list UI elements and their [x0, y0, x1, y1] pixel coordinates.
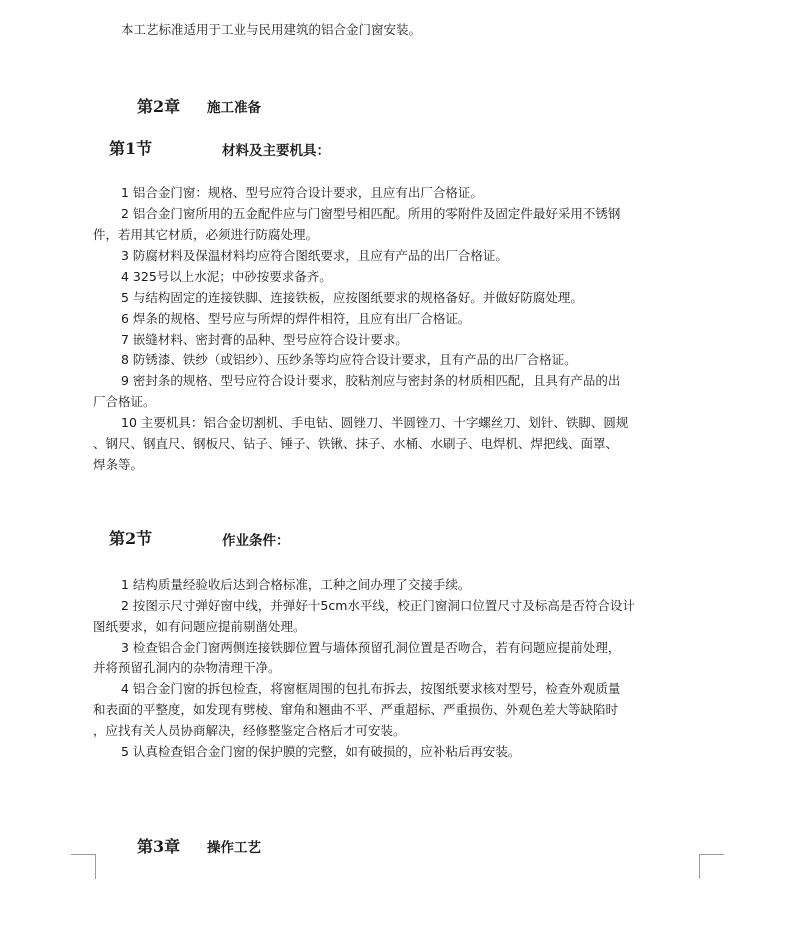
section-2-line: 图纸要求，如有问题应提前剔凿处理。	[93, 619, 306, 634]
section-1-number: 第1节	[109, 139, 153, 158]
section-2-line: 1 结构质量经验收后达到合格标准，工种之间办理了交接手续。	[121, 577, 471, 592]
margin-corner-mark-right	[699, 854, 724, 879]
chapter-2-title: 施工准备	[207, 100, 261, 116]
margin-corner-mark-left	[71, 854, 96, 879]
chapter-3-number: 第3章	[137, 837, 181, 856]
section-2-title: 作业条件：	[222, 533, 290, 549]
section-1-line: 10 主要机具：铝合金切割机、手电钻、圆锉刀、半圆锉刀、十字螺丝刀、划针、铁脚、圆规	[121, 415, 629, 430]
section-1-line: 、钢尺、钢直尺、钢板尺、钻子、锤子、铁锹、抹子、水桶、水刷子、电焊机、焊把线、面罩、	[93, 436, 619, 451]
chapter-2-number: 第2章	[137, 97, 181, 116]
section-2-line: 并将预留孔洞内的杂物清理干净。	[93, 660, 281, 675]
section-2-line: 5 认真检查铝合金门窗的保护膜的完整，如有破损的，应补粘后再安装。	[121, 744, 521, 759]
section-1-line: 1 铝合金门窗：规格、型号应符合设计要求，且应有出厂合格证。	[121, 185, 483, 200]
section-1-line: 焊条等。	[93, 457, 144, 472]
section-2-line: 2 按图示尺寸弹好窗中线，并弹好十5cm水平线，校正门窗洞口位置尺寸及标高是否符合设计	[121, 598, 635, 613]
section-2-number: 第2节	[109, 529, 153, 548]
section-1-line: 8 防锈漆、铁纱（或铝纱）、压纱条等均应符合设计要求，且有产品的出厂合格证。	[121, 352, 577, 367]
section-1-line: 7 嵌缝材料、密封膏的品种、型号应符合设计要求。	[121, 332, 408, 347]
section-2-line: ，应找有关人员协商解决，经修整鉴定合格后才可安装。	[93, 723, 406, 738]
section-1-line: 厂合格证。	[93, 394, 156, 409]
section-1-line: 4 325号以上水泥；中砂按要求备齐。	[121, 269, 332, 284]
section-1-line: 2 铝合金门窗所用的五金配件应与门窗型号相匹配。所用的零附件及固定件最好采用不锈钢	[121, 206, 621, 221]
section-2-line: 4 铝合金门窗的拆包检查，将窗框周围的包扎布拆去，按图纸要求核对型号，检查外观质量	[121, 681, 621, 696]
section-1-title: 材料及主要机具：	[222, 143, 330, 159]
section-1-line: 3 防腐材料及保温材料均应符合图纸要求，且应有产品的出厂合格证。	[121, 248, 508, 263]
section-1-line: 件，若用其它材质，必须进行防腐处理。	[93, 227, 319, 242]
chapter-3-title: 操作工艺	[207, 840, 261, 856]
section-1-line: 5 与结构固定的连接铁脚、连接铁板，应按图纸要求的规格备好。并做好防腐处理。	[121, 290, 583, 305]
section-2-line: 3 检查铝合金门窗两侧连接铁脚位置与墙体预留孔洞位置是否吻合，若有问题应提前处理，	[121, 640, 621, 655]
section-2-line: 和表面的平整度，如发现有劈棱、窜角和翘曲不平、严重超标、严重损伤、外观色差大等缺陷时	[93, 702, 619, 717]
intro-text: 本工艺标准适用于工业与民用建筑的铝合金门窗安装。	[121, 22, 422, 37]
section-1-line: 6 焊条的规格、型号应与所焊的焊件相符，且应有出厂合格证。	[121, 311, 471, 326]
section-1-line: 9 密封条的规格、型号应符合设计要求，胶粘剂应与密封条的材质相匹配，且具有产品的出	[121, 373, 621, 388]
